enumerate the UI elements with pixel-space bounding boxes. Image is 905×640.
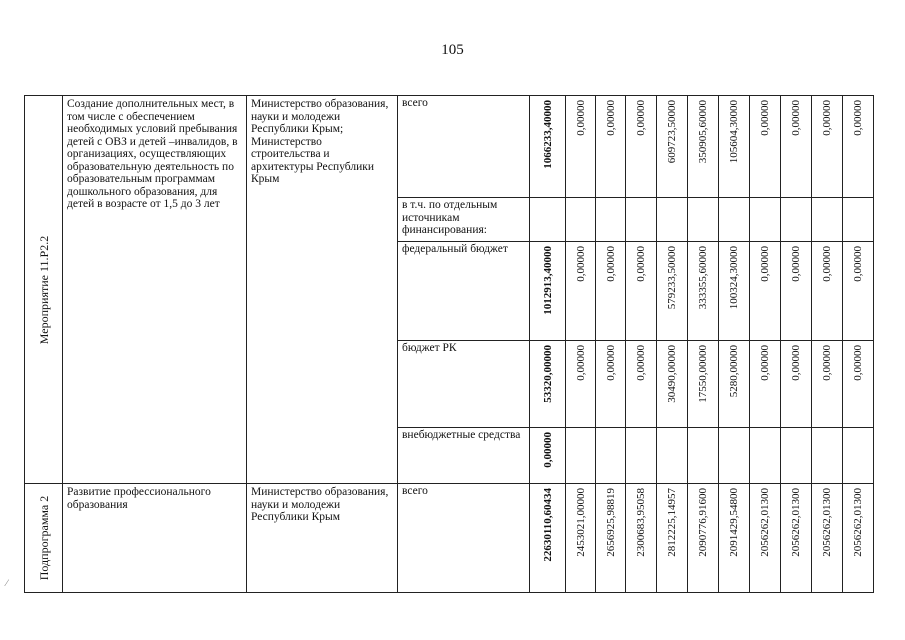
year-value-cell — [781, 484, 812, 593]
year-value-cell — [688, 242, 719, 341]
year-value-cell — [626, 96, 657, 198]
year-value-cell — [719, 428, 750, 484]
total-value: 1066233,40000 — [541, 100, 554, 169]
year-value-cell — [566, 242, 596, 341]
year-value-cell — [596, 242, 626, 341]
year-value: 0,00000 — [634, 246, 647, 282]
year-value-cell — [657, 242, 688, 341]
funding-source-label: всего — [398, 484, 530, 593]
year-value-cell — [812, 96, 843, 198]
year-value: 2812225,14957 — [665, 488, 678, 557]
year-value: 2056262,01300 — [820, 488, 833, 557]
year-value: 0,00000 — [574, 100, 587, 136]
year-value-cell — [688, 198, 719, 242]
year-value-cell — [812, 198, 843, 242]
year-value-cell — [596, 96, 626, 198]
year-value: 609723,50000 — [665, 100, 678, 164]
year-value: 17550,00000 — [696, 345, 709, 403]
table-row — [25, 96, 874, 198]
year-value: 0,00000 — [789, 246, 802, 282]
event-executor: Министерство образования, науки и молодежи Республики Крым; Министерство строительства и архитектуры Республики Крым — [247, 96, 398, 484]
year-value: 0,00000 — [820, 345, 833, 381]
year-value: 100324,30000 — [727, 246, 740, 310]
page-number: 105 — [441, 42, 464, 58]
year-value: 2656925,98819 — [604, 488, 617, 557]
year-value-cell — [719, 341, 750, 428]
year-value-cell — [688, 484, 719, 593]
total-value: 22630110,60434 — [541, 488, 554, 562]
year-value-cell — [657, 198, 688, 242]
year-value-cell — [657, 484, 688, 593]
year-value: 0,00000 — [851, 345, 864, 381]
year-value-cell — [566, 484, 596, 593]
year-value: 0,00000 — [758, 246, 771, 282]
subprogram-executor: Министерство образования, науки и молодежи Республики Крым — [247, 484, 398, 593]
year-value-cell — [812, 341, 843, 428]
year-value-cell — [596, 428, 626, 484]
funding-source-label: внебюджетные средства — [398, 428, 530, 484]
subprogram-code: Подпрограмма 2 — [36, 495, 51, 581]
subprogram-code-cell — [25, 484, 63, 593]
funding-source-label: в т.ч. по отдельным источникам финансирования: — [398, 198, 530, 242]
event-code: Мероприятие 11.Р2.2 — [36, 235, 51, 344]
year-value-cell — [657, 96, 688, 198]
year-value: 5280,00000 — [727, 345, 740, 398]
funding-source-label: всего — [398, 96, 530, 198]
year-value-cell — [843, 242, 874, 341]
year-value-cell — [657, 341, 688, 428]
year-value-cell — [566, 198, 596, 242]
total-value-cell — [530, 198, 566, 242]
total-value: 0,00000 — [541, 432, 554, 468]
total-value: 1012913,40000 — [541, 246, 554, 315]
year-value: 0,00000 — [851, 100, 864, 136]
year-value-cell — [719, 484, 750, 593]
year-value: 2056262,01300 — [789, 488, 802, 557]
year-value-cell — [719, 198, 750, 242]
year-value: 2056262,01300 — [758, 488, 771, 557]
year-value-cell — [843, 96, 874, 198]
year-value: 579233,50000 — [665, 246, 678, 310]
year-value: 0,00000 — [758, 345, 771, 381]
year-value-cell — [626, 341, 657, 428]
year-value-cell — [688, 341, 719, 428]
total-value: 53320,00000 — [541, 345, 554, 403]
year-value-cell — [750, 198, 781, 242]
year-value: 2300683,95058 — [634, 488, 647, 557]
year-value: 2056262,01300 — [851, 488, 864, 557]
year-value-cell — [843, 484, 874, 593]
year-value: 0,00000 — [820, 246, 833, 282]
year-value: 0,00000 — [574, 345, 587, 381]
year-value: 0,00000 — [820, 100, 833, 136]
funding-source-label: бюджет РК — [398, 341, 530, 428]
year-value-cell — [781, 341, 812, 428]
year-value-cell — [781, 96, 812, 198]
year-value-cell — [781, 242, 812, 341]
year-value-cell — [750, 242, 781, 341]
year-value-cell — [657, 428, 688, 484]
year-value: 0,00000 — [758, 100, 771, 136]
year-value-cell — [626, 198, 657, 242]
year-value: 0,00000 — [604, 246, 617, 282]
year-value-cell — [719, 242, 750, 341]
year-value: 0,00000 — [604, 345, 617, 381]
year-value: 2453021,00000 — [574, 488, 587, 557]
year-value-cell — [626, 484, 657, 593]
year-value-cell — [596, 341, 626, 428]
funding-source-label: федеральный бюджет — [398, 242, 530, 341]
year-value-cell — [781, 428, 812, 484]
event-name: Создание дополнительных мест, в том числе с обеспечением необходимых условий пребывания детей с ОВЗ и детей –инвалидов, в организациях, осуществляющих образовательную деятельность по образовательным программам дошкольного образования, для детей в возрасте от 1,5 до 3 лет — [63, 96, 247, 484]
year-value: 0,00000 — [851, 246, 864, 282]
year-value-cell — [812, 242, 843, 341]
total-value-cell — [530, 341, 566, 428]
year-value: 350905,60000 — [696, 100, 709, 164]
year-value: 0,00000 — [634, 100, 647, 136]
year-value-cell — [750, 341, 781, 428]
year-value-cell — [626, 242, 657, 341]
table-row — [25, 484, 874, 593]
year-value-cell — [750, 484, 781, 593]
total-value-cell — [530, 428, 566, 484]
year-value-cell — [812, 484, 843, 593]
margin-mark: ⁄ — [6, 578, 8, 588]
event-code-cell — [25, 96, 63, 484]
year-value-cell — [566, 341, 596, 428]
year-value: 105604,30000 — [727, 100, 740, 164]
year-value-cell — [626, 428, 657, 484]
year-value-cell — [750, 96, 781, 198]
year-value: 0,00000 — [604, 100, 617, 136]
year-value: 2090776,91600 — [696, 488, 709, 557]
year-value-cell — [750, 428, 781, 484]
year-value-cell — [843, 198, 874, 242]
year-value: 30490,00000 — [665, 345, 678, 403]
year-value-cell — [843, 341, 874, 428]
year-value-cell — [781, 198, 812, 242]
subprogram-name: Развитие профессионального образования — [63, 484, 247, 593]
total-value-cell — [530, 96, 566, 198]
year-value-cell — [812, 428, 843, 484]
year-value-cell — [688, 428, 719, 484]
year-value-cell — [596, 484, 626, 593]
year-value: 333355,60000 — [696, 246, 709, 310]
year-value: 2091429,54800 — [727, 488, 740, 557]
year-value-cell — [688, 96, 719, 198]
year-value: 0,00000 — [789, 100, 802, 136]
year-value-cell — [719, 96, 750, 198]
year-value-cell — [596, 198, 626, 242]
year-value-cell — [566, 428, 596, 484]
total-value-cell — [530, 484, 566, 593]
year-value: 0,00000 — [574, 246, 587, 282]
year-value-cell — [566, 96, 596, 198]
year-value: 0,00000 — [789, 345, 802, 381]
budget-table — [24, 95, 874, 593]
year-value-cell — [843, 428, 874, 484]
year-value: 0,00000 — [634, 345, 647, 381]
total-value-cell — [530, 242, 566, 341]
